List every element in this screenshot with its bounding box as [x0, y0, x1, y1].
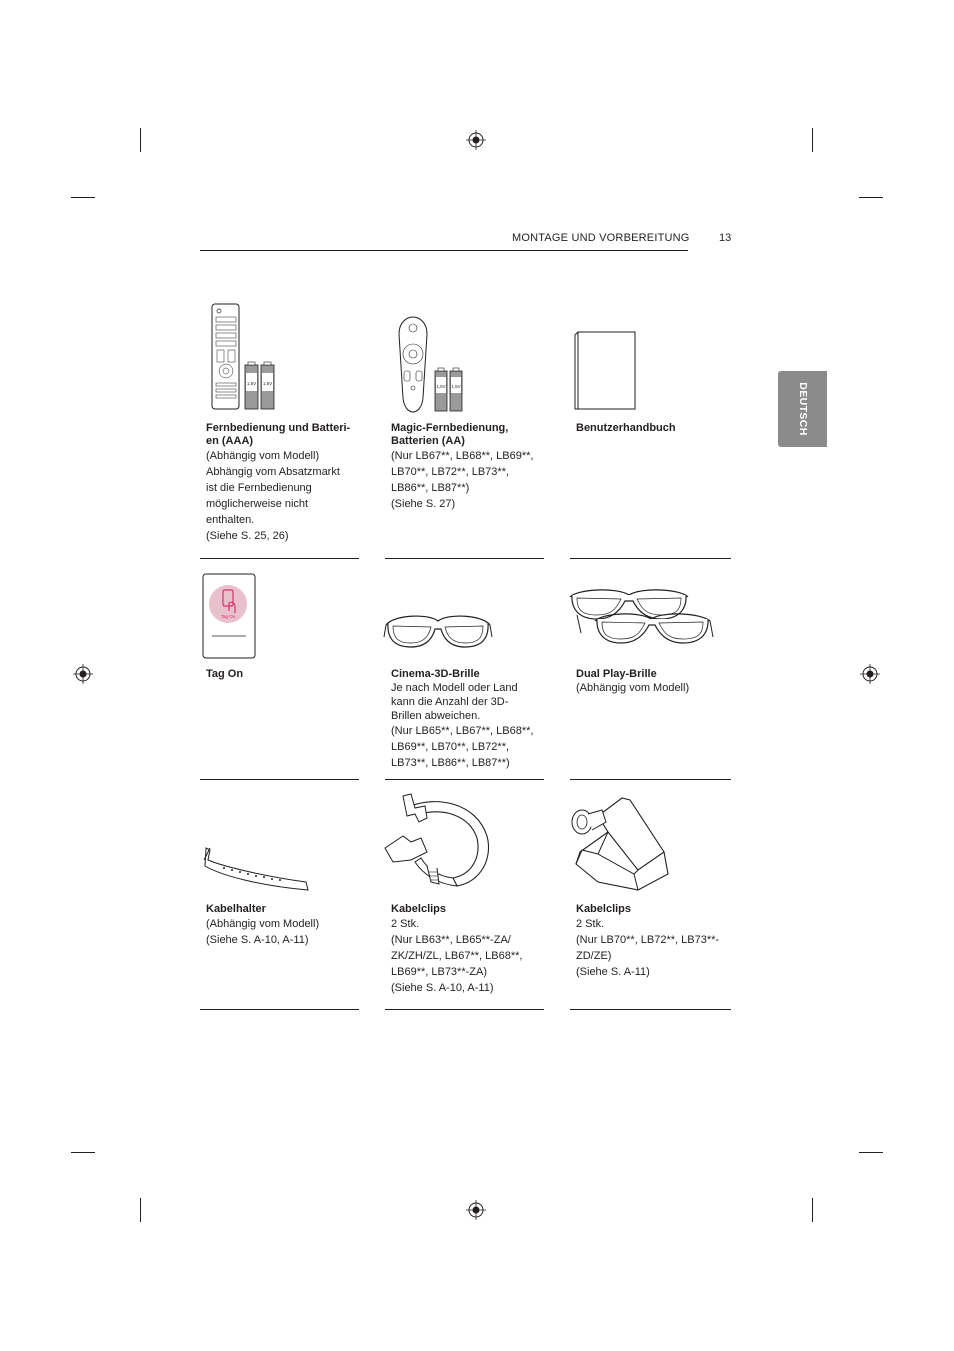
- cell-rule: [570, 1009, 731, 1010]
- remote-control-icon: [211, 303, 241, 411]
- item-title: Magic-Fernbedienung, Batterien (AA): [391, 422, 509, 447]
- crop-mark: [71, 197, 95, 198]
- header-rule: [200, 250, 688, 251]
- cell-rule: [385, 558, 544, 559]
- crop-mark: [140, 1198, 141, 1222]
- battery-label: 1,5V: [451, 384, 461, 389]
- cell-rule: [570, 558, 731, 559]
- item-cable-clip-round: [391, 903, 550, 996]
- tag-on-card-icon: [202, 573, 256, 659]
- cable-holder-icon: [202, 846, 312, 894]
- aaa-batteries-icon: [244, 361, 276, 411]
- registration-mark-icon: [466, 1200, 486, 1220]
- magic-remote-icon: [395, 316, 431, 413]
- cable-clip-icon: [381, 792, 493, 892]
- crop-mark: [859, 197, 883, 198]
- item-magic-remote: [391, 422, 550, 512]
- item-description: 2 Stk. (Nur LB70**, LB72**, LB73**- ZD/ZE) (Siehe S. A-11): [576, 918, 720, 978]
- battery-label: 1,5V: [436, 384, 446, 389]
- item-cable-clip-box: [576, 903, 735, 980]
- crop-mark: [812, 128, 813, 152]
- item-description: 2 Stk. (Nur LB63**, LB65**-ZA/ ZK/ZH/ZL, LB67**, LB68**, LB69**, LB73**-ZA) (Siehe S. A-10, A-11): [391, 918, 523, 994]
- 3d-glasses-icon: [383, 607, 493, 662]
- language-tab: [778, 371, 827, 447]
- language-tab-label: DEUTSCH: [796, 382, 809, 436]
- battery-label: 1,5V: [262, 381, 273, 386]
- item-description: (Abhängig vom Modell): [576, 682, 690, 694]
- crop-mark: [859, 1152, 883, 1153]
- item-cinema-3d-glasses: [391, 668, 550, 771]
- cable-clip-box-icon: [568, 792, 672, 896]
- registration-mark-icon: [466, 130, 486, 150]
- item-description: (Abhängig vom Modell) Abhängig vom Absatzmarkt ist die Fernbedienung möglicherweise nicht enthalten. (Siehe S. 25, 26): [206, 450, 340, 542]
- cell-rule: [200, 779, 359, 780]
- item-title: Kabelhalter: [206, 903, 266, 915]
- item-description: (Abhängig vom Modell) (Siehe S. A-10, A-11): [206, 918, 320, 946]
- item-manual: [576, 422, 735, 435]
- cell-rule: [385, 1009, 544, 1010]
- cell-rule: [200, 1009, 359, 1010]
- item-dual-play-glasses: [576, 668, 735, 695]
- cell-rule: [385, 779, 544, 780]
- item-title: Kabelclips: [391, 903, 447, 915]
- item-title: Fernbedienung und Batteri- en (AAA): [206, 422, 351, 447]
- item-description: Je nach Modell oder Land kann die Anzahl der 3D- Brillen abweichen.: [391, 682, 518, 722]
- item-description: (Nur LB67**, LB68**, LB69**, LB70**, LB72**, LB73**, LB86**, LB87**) (Siehe S. 27): [391, 450, 534, 510]
- section-title: MONTAGE UND VORBEREITUNG: [512, 232, 690, 244]
- item-title: Tag On: [206, 668, 244, 680]
- item-title: Cinema-3D-Brille: [391, 668, 480, 680]
- cell-rule: [200, 558, 359, 559]
- registration-mark-icon: [73, 664, 93, 684]
- battery-label: 1,5V: [246, 381, 257, 386]
- item-title: Kabelclips: [576, 903, 632, 915]
- item-title: Benutzerhandbuch: [576, 422, 676, 434]
- item-description-models: (Nur LB65**, LB67**, LB68**, LB69**, LB70**, LB72**, LB73**, LB86**, LB87**): [391, 725, 534, 769]
- item-tag-on: [206, 668, 365, 681]
- crop-mark: [140, 128, 141, 152]
- crop-mark: [71, 1152, 95, 1153]
- manual-book-icon: [573, 331, 637, 411]
- page-number: 13: [719, 232, 732, 244]
- aa-batteries-icon: [434, 367, 464, 413]
- item-title: Dual Play-Brille: [576, 668, 657, 680]
- dual-play-glasses-icon: [567, 585, 715, 655]
- cell-rule: [570, 779, 731, 780]
- item-remote-control: [206, 422, 365, 544]
- item-cable-holder: [206, 903, 365, 948]
- crop-mark: [812, 1198, 813, 1222]
- registration-mark-icon: [860, 664, 880, 684]
- tag-on-icon-label: Tag On: [220, 614, 236, 619]
